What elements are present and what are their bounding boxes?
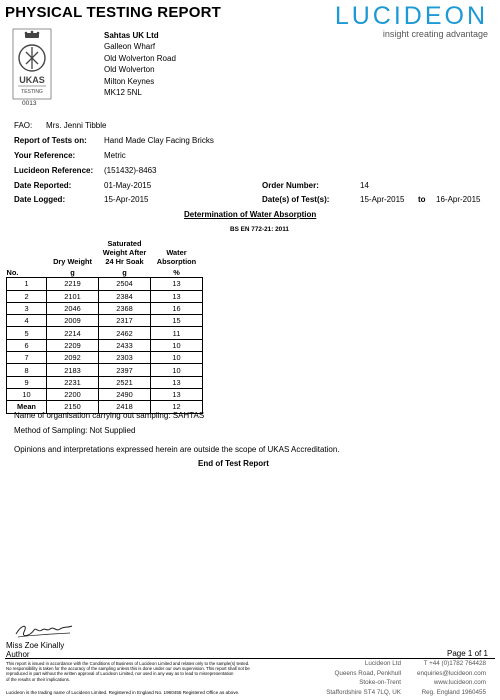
footer-contact: T +44 (0)1782 764428 enquiries@lucideon.com www.lucideon.com Reg. England 1960455 (416, 660, 486, 696)
ukas-seal-icon (12, 28, 52, 100)
brand-logo (335, 2, 488, 39)
to-label: to (418, 195, 426, 204)
footer-address: Lucideon Ltd Queens Road, Penkhull Stoke-on-Trent Staffordshire ST4 7LQ, UK (326, 660, 401, 696)
date-logged-value: 15-Apr-2015 (104, 195, 149, 204)
author-role: Author (6, 650, 30, 659)
test-date-from: 15-Apr-2015 (360, 195, 405, 204)
sampling-org: Name of organisation carrying out sampling: SAHTAS (14, 411, 205, 420)
col-water-absorption: Water Absorption (156, 248, 197, 266)
test-date-to: 16-Apr-2015 (436, 195, 481, 204)
opinions-note: Opinions and interpretations expressed herein are outside the scope of UKAS Accreditation. (14, 445, 340, 454)
report-of-tests-label: Report of Tests on: (14, 136, 87, 145)
table-row: 2 2101 2384 13 (7, 290, 203, 302)
test-standard: BS EN 772-21: 2011 (230, 226, 289, 233)
lucideon-reference-value: (151432)-8463 (104, 166, 157, 175)
footer-disclaimer: This report is issued in accordance with the Conditions of Business of Lucideon Limited and relates only to the sample(s) tested. No responsibility is taken for the accuracy of the sampling unless this is done under our own supervision. This report shall not be reproduced in part without the written approval of Lucideon Limited, nor used in any way as to lead to misrepresentation of the results or their implications. (6, 661, 250, 682)
address-line: Galleon Wharf (104, 42, 156, 52)
table-row: 6 2209 2433 10 (7, 339, 203, 351)
address-line: MK12 5NL (104, 88, 142, 98)
table-row: 9 2231 2521 13 (7, 376, 203, 388)
sampling-method: Method of Sampling: Not Supplied (14, 426, 136, 435)
page-number: Page 1 of 1 (447, 649, 488, 658)
client-address (104, 30, 176, 98)
results-table (6, 239, 203, 414)
author-block (6, 641, 64, 659)
col-no: No. (6, 268, 19, 278)
report-title: PHYSICAL TESTING REPORT (5, 4, 222, 21)
table-row: 1 2219 2504 13 (7, 278, 203, 290)
report-of-tests-value: Hand Made Clay Facing Bricks (104, 136, 214, 145)
signature-icon (12, 618, 76, 642)
seal-text: UKAS (19, 75, 45, 85)
your-reference-label: Your Reference: (14, 151, 76, 160)
table-row: 10 2200 2490 13 (7, 388, 203, 400)
author-name: Miss Zoe Kinally (6, 641, 65, 650)
test-dates-label: Date(s) of Test(s): (262, 195, 330, 204)
end-of-report: End of Test Report (198, 459, 269, 468)
table-row: 5 2214 2462 11 (7, 327, 203, 339)
fao-value: Mrs. Jenni Tibble (46, 121, 107, 130)
fao-label: FAO: (14, 121, 33, 130)
col-saturated-weight: Saturated Weight After 24 Hr Soak (102, 239, 147, 266)
seal-number: 0013 (22, 100, 37, 107)
table-row: 4 2009 2317 15 (7, 315, 203, 327)
table-row: 3 2046 2368 16 (7, 302, 203, 314)
address-line: Old Wolverton Road (104, 53, 176, 63)
footer-trading: Lucideon is the trading name of Lucideon Limited. Registered in England No. 1960455 Registered Office as above. (6, 690, 240, 695)
order-number-label: Order Number: (262, 181, 319, 190)
order-number-value: 14 (360, 181, 369, 190)
date-reported-value: 01-May-2015 (104, 181, 152, 190)
mean-row: Mean 2150 2418 12 (7, 401, 203, 413)
unit-abs: % (173, 268, 180, 278)
brand-tagline: insight creating advantage (382, 29, 488, 39)
col-dry-weight: Dry Weight (53, 257, 92, 266)
address-line: Milton Keynes (104, 76, 155, 86)
brand-name: LUCIDEON (334, 2, 488, 30)
table-row: 7 2092 2303 10 (7, 352, 203, 364)
unit-sat: g (122, 268, 127, 278)
your-reference-value: Metric (104, 151, 126, 160)
date-logged-label: Date Logged: (14, 195, 66, 204)
seal-sub: TESTING (21, 89, 43, 95)
lucideon-reference-label: Lucideon Reference: (14, 166, 94, 175)
date-reported-label: Date Reported: (14, 181, 72, 190)
test-heading: Determination of Water Absorption (184, 210, 317, 219)
address-line: Old Wolverton (104, 65, 155, 75)
unit-dry: g (70, 268, 75, 278)
table-row: 8 2183 2397 10 (7, 364, 203, 376)
client-company: Sahtas UK Ltd (104, 31, 159, 40)
